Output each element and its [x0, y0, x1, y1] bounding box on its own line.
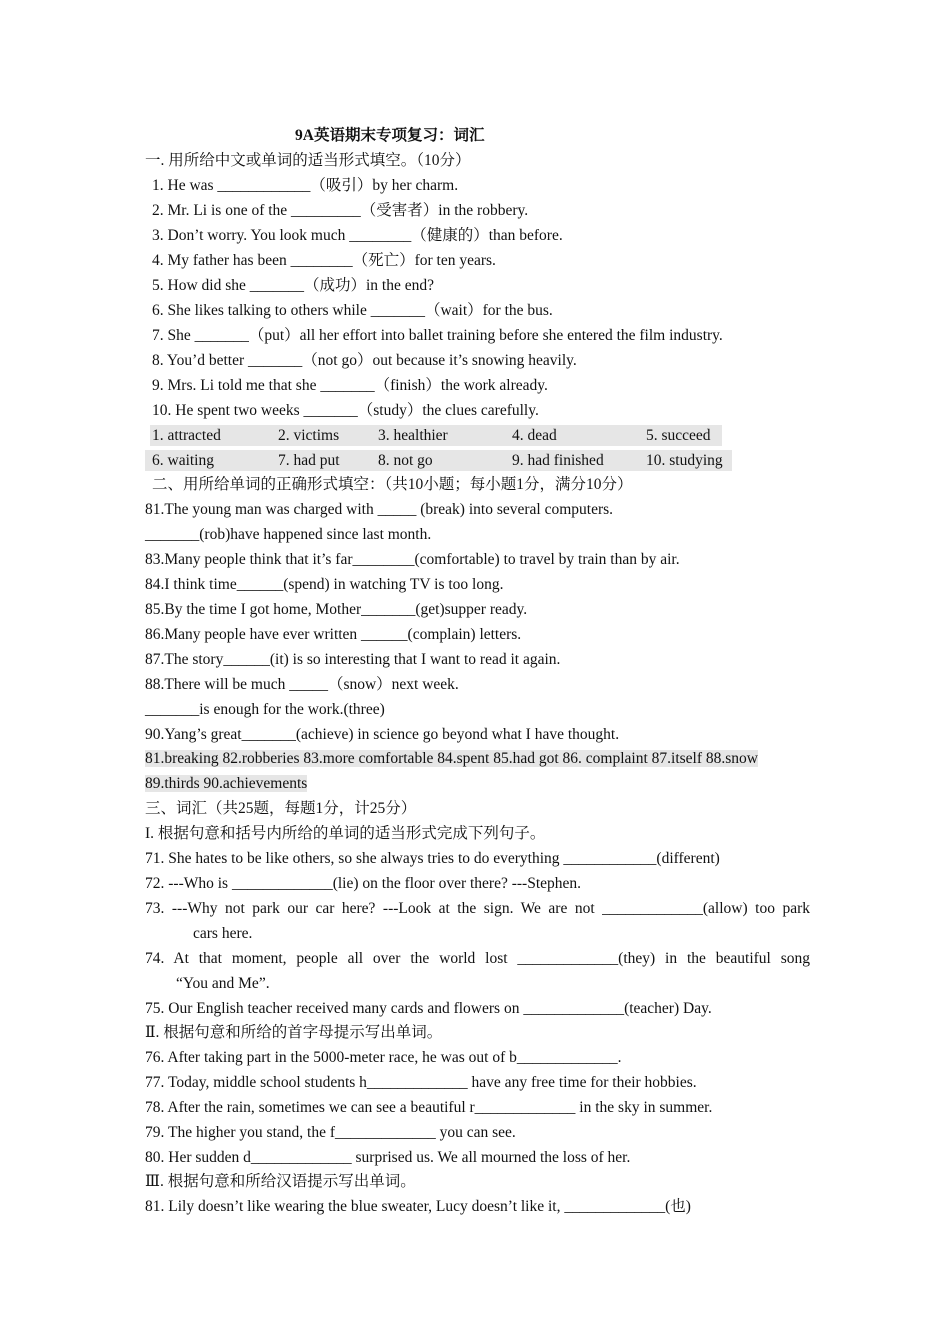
- answer-cell: 8. not go: [378, 452, 433, 469]
- answer-key-row: [145, 450, 732, 471]
- question-item: 6. She likes talking to others while _______（wait）for the bus.: [152, 302, 553, 319]
- question-item: 79. The higher you stand, the f_____________ you can see.: [145, 1124, 516, 1141]
- question-item: 7. She _______（put）all her effort into ballet training before she entered the film industry.: [152, 327, 723, 344]
- question-item: 87.The story______(it) is so interesting that I want to read it again.: [145, 651, 561, 668]
- answer-cell: 6. waiting: [152, 452, 214, 469]
- question-item: 72. ---Who is _____________(lie) on the floor over there? ---Stephen.: [145, 875, 582, 892]
- question-item: 8. You’d better _______（not go）out because it’s snowing heavily.: [152, 352, 577, 369]
- section1-heading: 一. 用所给中文或单词的适当形式填空。（10分）: [145, 152, 471, 169]
- question-item: 86.Many people have ever written ______(complain) letters.: [145, 626, 522, 643]
- question-item: 83.Many people think that it’s far________(comfortable) to travel by train than by air.: [145, 551, 680, 568]
- question-item: 77. Today, middle school students h_____________ have any free time for their hobbies.: [145, 1074, 697, 1091]
- answer-key-line: [145, 774, 307, 794]
- question-item: 4. My father has been ________（死亡）for ten years.: [152, 252, 496, 269]
- question-item-continuation: cars here.: [193, 925, 253, 942]
- answer-cell: 7. had put: [278, 452, 340, 469]
- question-item: 80. Her sudden d_____________ surprised us. We all mourned the loss of her.: [145, 1149, 631, 1166]
- question-item: 85.By the time I got home, Mother_______(get)supper ready.: [145, 601, 528, 618]
- question-item: 81.The young man was charged with _____ (break) into several computers.: [145, 501, 614, 518]
- answer-cell: 2. victims: [278, 427, 340, 444]
- answer-key-text: 89.thirds 90.achievements: [145, 775, 308, 792]
- answer-key-line: [145, 749, 758, 769]
- question-item: 78. After the rain, sometimes we can see a beautiful r_____________ in the sky in summer.: [145, 1099, 713, 1116]
- section3-heading: 三、词汇（共25题，每题1分，计25分）: [145, 800, 417, 817]
- question-item: 84.I think time______(spend) in watching TV is too long.: [145, 576, 504, 593]
- answer-cell: 10. studying: [646, 452, 723, 469]
- answer-cell: 5. succeed: [646, 427, 711, 444]
- section2-heading: 二、用所给单词的正确形式填空：（共10小题；每小题1分，满分10分）: [152, 476, 633, 493]
- answer-key-row: [150, 425, 722, 446]
- question-item: 10. He spent two weeks _______（study）the clues carefully.: [152, 402, 539, 419]
- page-title: 9A英语期末专项复习：词汇: [295, 127, 485, 144]
- question-item: 76. After taking part in the 5000-meter race, he was out of b_____________.: [145, 1049, 622, 1066]
- question-item: 74. At that moment, people all over the world lost _____________(they) in the beautiful song: [145, 950, 810, 967]
- question-item: 73. ---Why not park our car here? ---Look at the sign. We are not _____________(allow) too park: [145, 900, 810, 917]
- question-item: 75. Our English teacher received many cards and flowers on _____________(teacher) Day.: [145, 1000, 712, 1017]
- question-item: 1. He was ____________（吸引）by her charm.: [152, 177, 459, 194]
- question-item: 3. Don’t worry. You look much ________（健康的）than before.: [152, 227, 563, 244]
- question-item: 81. Lily doesn’t like wearing the blue sweater, Lucy doesn’t like it, _____________(也): [145, 1198, 691, 1215]
- question-item: 9. Mrs. Li told me that she _______（finish）the work already.: [152, 377, 548, 394]
- question-item: 90.Yang’s great_______(achieve) in science go beyond what I have thought.: [145, 726, 620, 743]
- answer-key-text: 81.breaking 82.robberies 83.more comfortable 84.spent 85.had got 86. complaint 87.itself 88.snow: [145, 750, 758, 767]
- answer-cell: 1. attracted: [152, 427, 221, 444]
- part1-heading: I. 根据句意和括号内所给的单词的适当形式完成下列句子。: [145, 825, 546, 842]
- question-item: 5. How did she _______（成功）in the end?: [152, 277, 434, 294]
- question-item: 2. Mr. Li is one of the _________（受害者）in the robbery.: [152, 202, 529, 219]
- part2-heading: Ⅱ. 根据句意和所给的首字母提示写出单词。: [145, 1024, 443, 1041]
- answer-cell: 3. healthier: [378, 427, 448, 444]
- question-item: _______(rob)have happened since last month.: [145, 526, 432, 543]
- part3-heading: Ⅲ. 根据句意和所给汉语提示写出单词。: [145, 1173, 416, 1190]
- question-item: 88.There will be much _____（snow）next week.: [145, 676, 459, 693]
- question-item-continuation: “You and Me”.: [176, 975, 270, 992]
- answer-cell: 9. had finished: [512, 452, 604, 469]
- question-item: _______is enough for the work.(three): [145, 701, 385, 718]
- question-item: 71. She hates to be like others, so she always tries to do everything ____________(different): [145, 850, 720, 867]
- answer-cell: 4. dead: [512, 427, 557, 444]
